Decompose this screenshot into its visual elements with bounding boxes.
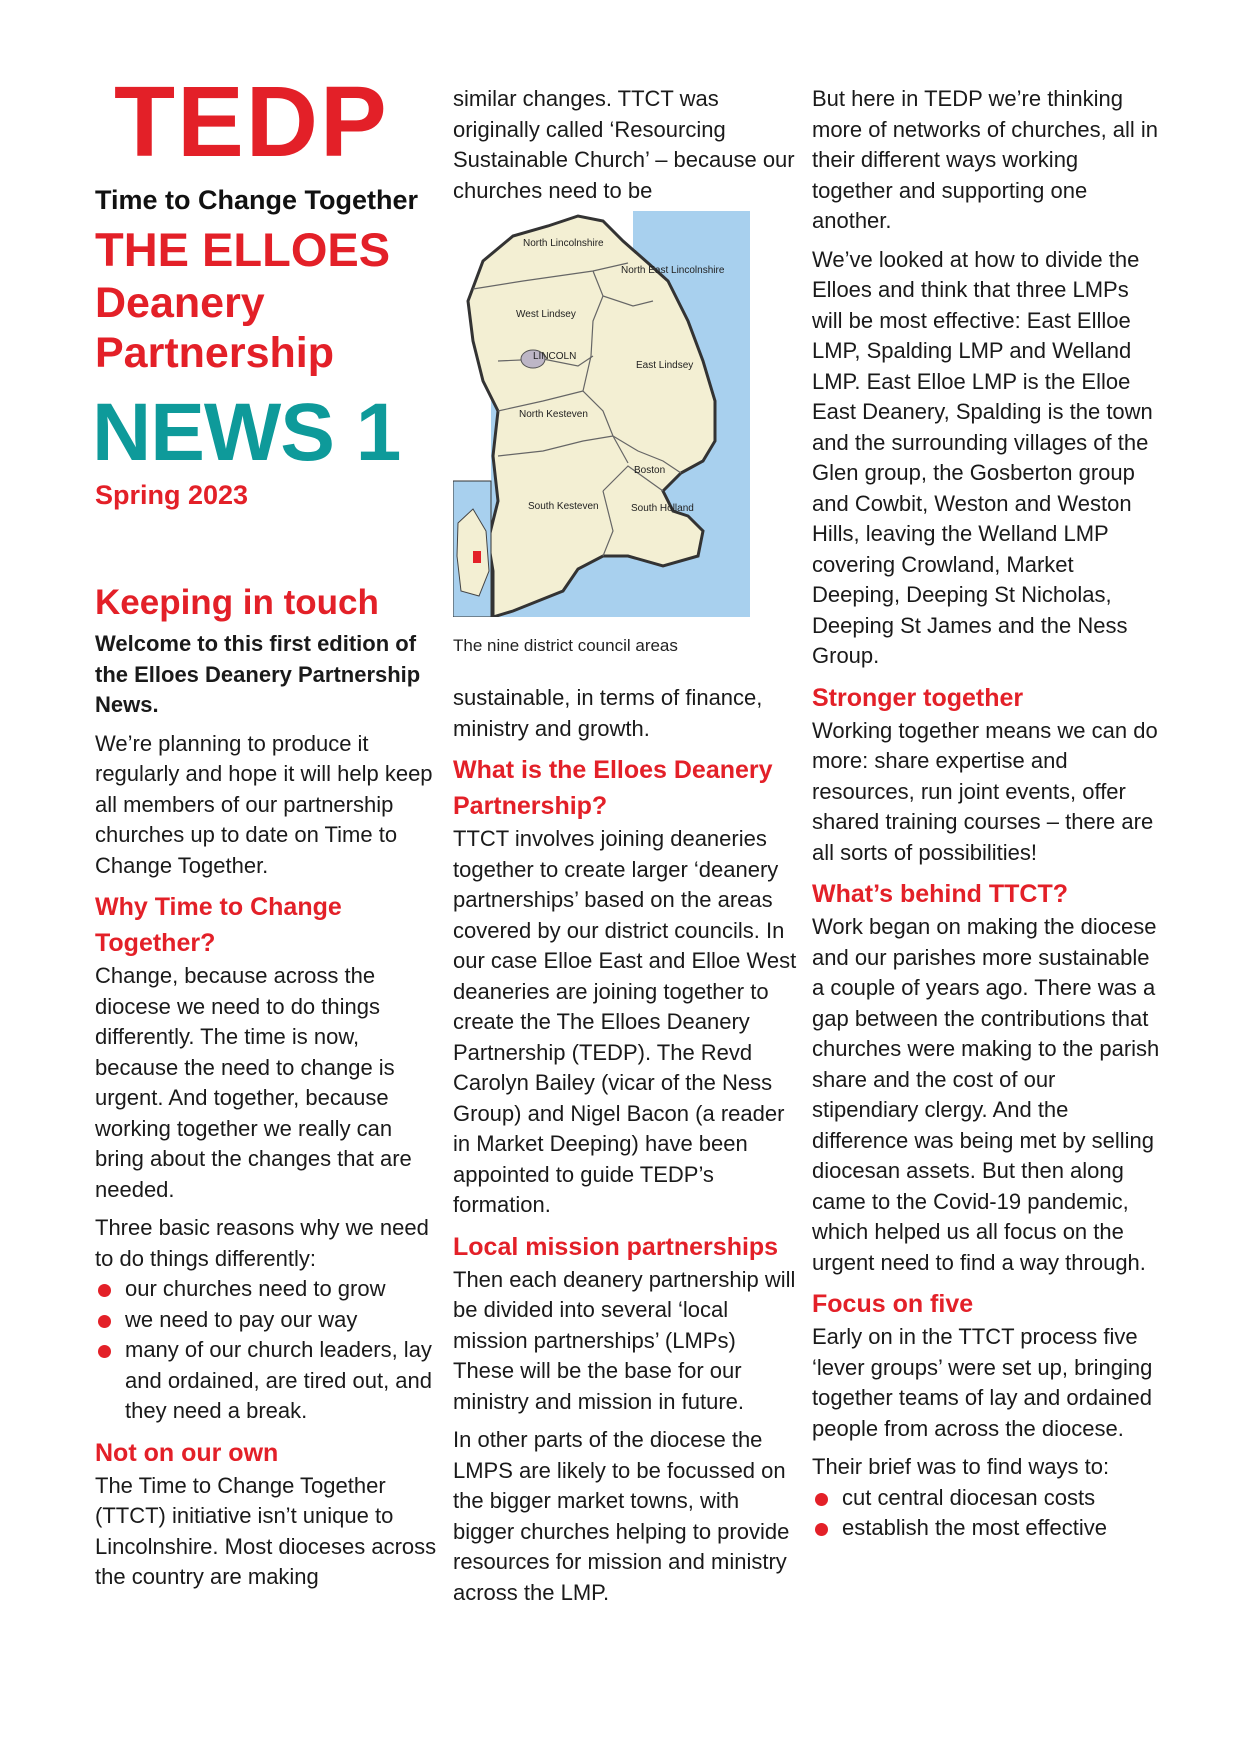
tagline: Time to Change Together <box>95 185 419 215</box>
map-label-lincoln: LINCOLN <box>533 351 577 362</box>
heading-not-on-our-own: Not on our own <box>95 1438 279 1467</box>
paragraph: Work began on making the diocese and our parishes more sustainable a couple of years ago. There was a gap between the contributions that churches were making to the parish share and the cost of our stipendiary clergy. And the difference was being met by selling diocesan assets. But then along came to the Covid-19 pandemic, which helped us all focus on the urgent need to find a way through. <box>812 914 1160 1275</box>
paragraph: Working together means we can do more: share expertise and resources, run joint events, offer shared training courses – there are all sorts of possibilities! <box>812 717 1158 865</box>
map-label-boston: Boston <box>634 465 666 476</box>
map-label-west-lindsey: West Lindsey <box>516 309 576 320</box>
paragraph: Their brief was to find ways to: <box>812 1454 1110 1479</box>
heading-what-is-tedp: What is the Elloes Deanery Partnership? <box>453 756 773 820</box>
brief-list <box>812 1483 1160 1544</box>
season-date: Spring 2023 <box>95 480 249 510</box>
lincolnshire-map <box>453 211 750 617</box>
list-item: we need to pay our way <box>95 1305 440 1336</box>
map-label-east-lindsey: East Lindsey <box>636 360 694 371</box>
title-partnership: Partnership <box>95 329 334 377</box>
paragraph: sustainable, in terms of finance, ministry and growth. <box>453 685 763 741</box>
title-elloes: THE ELLOES <box>95 223 391 276</box>
paragraph: But here in TEDP we’re thinking more of networks of churches, all in their different ways working together and supporting one another. <box>812 86 1159 233</box>
map-label-north-kesteven: North Kesteven <box>519 409 588 420</box>
map-label-south-holland: South Holland <box>631 503 694 514</box>
paragraph: In other parts of the diocese the LMPS are likely to be focussed on the bigger market towns, with bigger churches helping to provide resources for mission and ministry across the LMP. <box>453 1427 790 1605</box>
list-item: establish the most effective <box>812 1513 1160 1544</box>
inset-highlight <box>473 551 481 563</box>
news-issue: NEWS 1 <box>92 387 401 478</box>
title-deanery: Deanery <box>95 279 265 327</box>
map-label-south-kesteven: South Kesteven <box>528 501 599 512</box>
heading-focus-on-five: Focus on five <box>812 1290 974 1318</box>
map-label-north-east-lincolnshire: North East Lincolnshire <box>621 265 725 276</box>
list-item: our churches need to grow <box>95 1274 440 1305</box>
reasons-list <box>95 1274 440 1427</box>
paragraph: Early on in the TTCT process five ‘lever groups’ were set up, bringing together teams of lay and ordained people from across the diocese. <box>812 1324 1153 1441</box>
map-label-north-lincolnshire: North Lincolnshire <box>523 238 604 249</box>
paragraph: Change, because across the diocese we need to do things differently. The time is now, because the need to change is urgent. And together, because working together we really can bring about the changes that are needed. <box>95 963 412 1202</box>
column-3 <box>812 84 1160 1544</box>
heading-why: Why Time to Change Together? <box>95 893 342 957</box>
column-1 <box>95 583 440 1601</box>
map-caption: The nine district council areas <box>453 636 678 655</box>
heading-whats-behind: What’s behind TTCT? <box>812 880 1068 908</box>
title-deanery-partnership <box>95 278 334 378</box>
heading-keeping-in-touch: Keeping in touch <box>95 583 379 622</box>
paragraph: The Time to Change Together (TTCT) initiative isn’t unique to Lincolnshire. Most dioceses across the country are making <box>95 1472 437 1589</box>
paragraph: We’re planning to produce it regularly and hope it will help keep all members of our partnership churches up to date on Time to Change Together. <box>95 730 433 878</box>
intro-text: Welcome to this first edition of the Elloes Deanery Partnership News. <box>95 631 421 717</box>
list-item: cut central diocesan costs <box>812 1483 1160 1514</box>
paragraph: TTCT involves joining deaneries together to create larger ‘deanery partnerships’ based on the areas covered by our district councils. In our case Elloe East and Elloe West deaneries are joining together to create the The Elloes Deanery Partnership (TEDP). The Revd Carolyn Bailey (vicar of the Ness Group) and Nigel Bacon (a reader in Market Deeping) have been appointed to guide TEDP’s formation. <box>453 826 797 1217</box>
heading-stronger-together: Stronger together <box>812 683 1024 712</box>
column-2-top <box>453 84 798 214</box>
paragraph: Three basic reasons why we need to do things differently: <box>95 1215 429 1271</box>
paragraph: We’ve looked at how to divide the Elloes and think that three LMPs will be most effective: East Ellloe LMP, Spalding LMP and Welland LMP. East Elloe LMP is the Elloe East Deanery, Spalding is the town and the surrounding villages of the Glen group, the Gosberton group and Cowbit, Weston and Weston Hills, leaving the Welland LMP covering Crowland, Market Deeping, Deeping St Nicholas, Deeping St James and the Ness Group. <box>812 246 1153 668</box>
paragraph: Then each deanery partnership will be divided into several ‘local mission partnerships’ (LMPs) These will be the base for our ministry and mission in future. <box>453 1266 796 1414</box>
paragraph: similar changes. TTCT was originally called ‘Resourcing Sustainable Church’ – because our churches need to be <box>453 86 795 203</box>
tedp-logo: TEDP <box>114 66 389 178</box>
column-2-bottom <box>453 683 798 1616</box>
heading-local-mission: Local mission partnerships <box>453 1232 779 1261</box>
list-item: many of our church leaders, lay and ordained, are tired out, and they need a break. <box>95 1335 440 1427</box>
